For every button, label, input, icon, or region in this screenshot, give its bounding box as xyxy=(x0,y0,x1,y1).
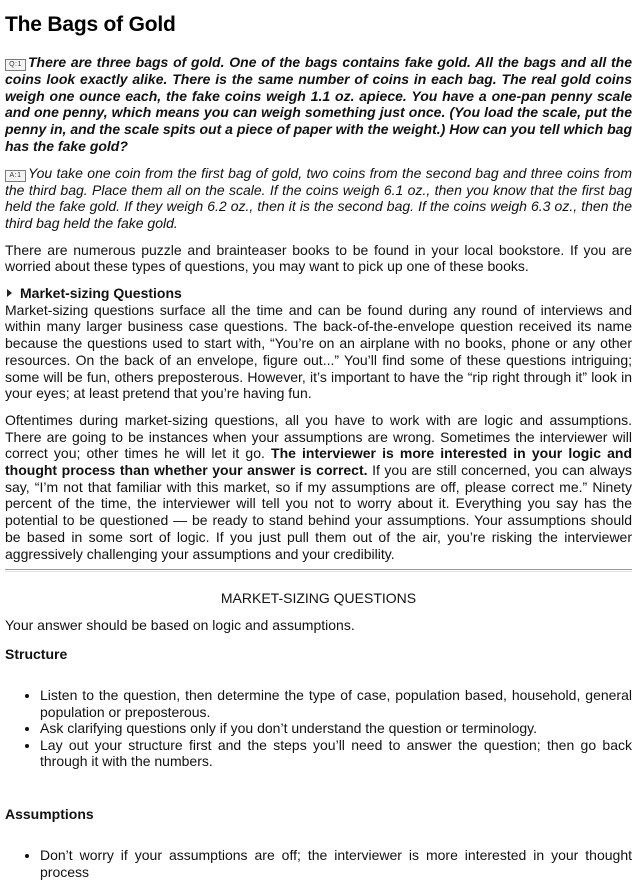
question-tag: Q:1 xyxy=(5,59,26,71)
structure-list xyxy=(5,687,632,769)
list-item: • Ask clarifying questions only if you don’t understand the question or terminology. xyxy=(40,720,632,736)
answer-paragraph xyxy=(5,165,632,232)
list-item: • Lay out your structure first and the steps you’ll need to answer the question; then go back through it with the numbers. xyxy=(40,737,632,770)
question-text: There are three bags of gold. One of the bags contains fake gold. All the bags and all the coins look exactly alike. There is the same number of coins in each bag. The real gold coins weigh one ounce each, the fake coins weigh 1.1 oz. apiece. You have a one-pan penny scale and one penny, which means you can weigh something just once. (You load the scale, put the penny in, and the scale spits out a piece of paper with the weight.) How can you tell which bag has the fake gold? xyxy=(5,54,632,154)
market-sizing-paragraph-2 xyxy=(5,412,632,562)
assumptions-list xyxy=(5,847,632,880)
intro-paragraph: There are numerous puzzle and brainteaser books to be found in your local bookstore. If you are worried about these types of questions, you may want to pick up one of these books. xyxy=(5,241,632,275)
section-divider xyxy=(5,569,632,572)
structure-heading: Structure xyxy=(5,646,68,663)
market-sizing-heading-label: Market-sizing Questions xyxy=(20,285,182,302)
assumptions-heading: Assumptions xyxy=(5,806,94,823)
question-paragraph xyxy=(5,54,632,155)
triangle-right-icon xyxy=(7,289,12,297)
paragraph-2-start: Oftentimes during market-sizing questions, all you have to work with are logic and assumptions. There are going to be instances when your assumptions are wrong. Sometimes the interviewer will correct you; other times he will let it go. xyxy=(5,411,632,462)
document-page xyxy=(5,12,632,880)
box-title: MARKET-SIZING QUESTIONS xyxy=(220,590,417,607)
page-title: The Bags of Gold xyxy=(5,13,176,36)
list-item: • Listen to the question, then determine the type of case, population based, household, general population or preposterous. xyxy=(40,687,632,720)
market-sizing-paragraph-1: Market-sizing questions surface all the time and can be found during any round of interviews and within many larger business case questions. The back-of-the-envelope question received its name because the questions used to start with, “You’re on an airplane with no books, phone or any other resources. On the back of an envelope, figure out...” You’ll find some of these questions intriguing; some will be fun, others preposterous. However, it’s important to have the “rip right through it” look in your eyes; at least pretend that you’re having fun. xyxy=(5,301,632,402)
paragraph-2-emphasis: The interviewer is more interested in your logic and thought process than whether your answer is correct. xyxy=(5,445,633,479)
list-item: • Don’t worry if your assumptions are off; the interviewer is more interested in your thought process xyxy=(40,847,632,880)
box-lead: Your answer should be based on logic and assumptions. xyxy=(5,617,355,634)
answer-tag: A:1 xyxy=(5,170,26,182)
answer-text: You take one coin from the first bag of gold, two coins from the second bag and three coins from the third bag. Place them all on the scale. If the coins weigh 6.1 oz., then you know that the first bag held the fake gold. If they weigh 6.2 oz., then it is the second bag. If the coins weigh 6.3 oz., then the third bag held the fake gold. xyxy=(5,164,632,231)
market-sizing-heading[interactable] xyxy=(5,285,632,302)
paragraph-2-end: If you are still concerned, you can always say, “I’m not that familiar with this market, so if my assumptions are off, please correct me.” Ninety percent of the time, the interviewer will tell you not to worry about it. Everything you say has the potential to be questioned — be ready to stand behind your assumptions. Your assumptions should be based in some sort of logic. If you just pull them out of the air, you’re risking the interviewer aggressively challenging your assumptions and your credibility. xyxy=(5,462,632,562)
